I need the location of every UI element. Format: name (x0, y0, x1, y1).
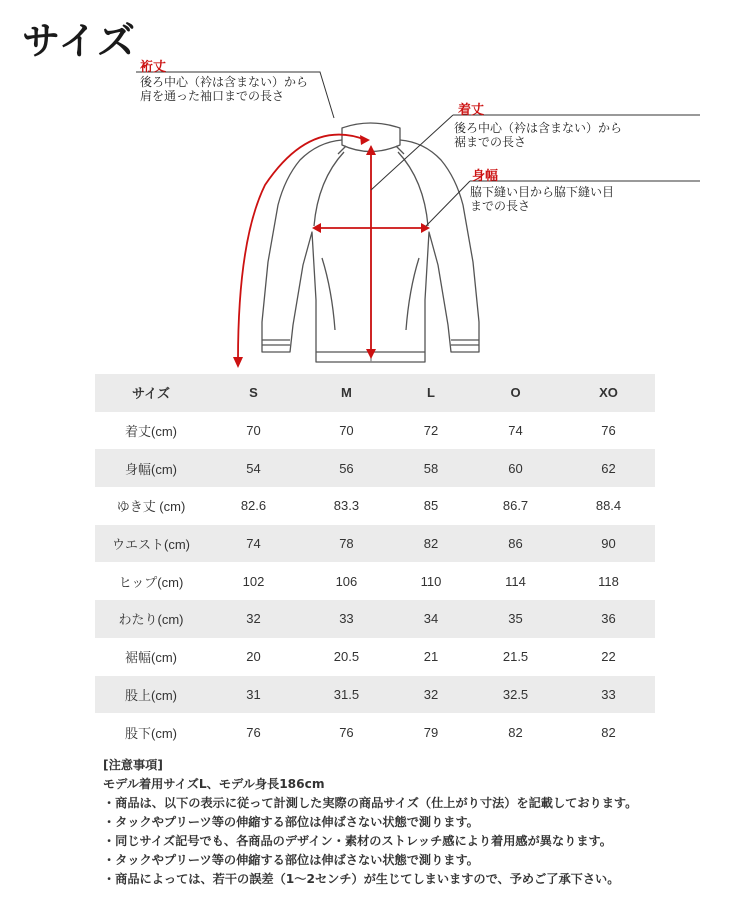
width-label: 身幅 (472, 169, 499, 184)
table-cell: 106 (335, 573, 358, 589)
table-cell: 76 (601, 423, 616, 439)
row-label-cell: 身幅(cm) (125, 461, 177, 477)
table-cell: 82 (423, 536, 439, 552)
row-label-cell: わたり(cm) (118, 612, 184, 628)
note-line: ・商品によっては、若干の誤差（1〜2センチ）が生じてしまいますので、予めご了承下さい。 (103, 872, 620, 886)
note-line: ・タックやプリーツ等の伸縮する部位は伸ばさない状態で測ります。 (103, 815, 479, 829)
table-cell: 110 (420, 573, 442, 589)
table-cell: 56 (339, 460, 354, 476)
table-cell: 76 (339, 724, 354, 740)
table-cell: 70 (246, 423, 261, 439)
table-cell: 31 (246, 686, 261, 702)
header-cell: サイズ (132, 386, 170, 402)
table-row (95, 562, 655, 600)
table-cell: 86.7 (502, 498, 529, 514)
table-cell: 34 (423, 611, 439, 627)
table-cell: 83.3 (333, 498, 360, 514)
table-cell: 72 (423, 423, 439, 439)
table-cell: 102 (242, 573, 265, 589)
table-cell: 62 (601, 460, 616, 476)
table-cell: 21.5 (502, 649, 529, 665)
jacket-illustration (0, 0, 750, 380)
table-cell: 33 (339, 611, 354, 627)
table-cell: 74 (508, 423, 523, 439)
table-cell: 82.6 (240, 498, 267, 514)
row-label-cell: 着丈(cm) (125, 424, 177, 440)
table-cell: 35 (508, 611, 523, 627)
table-header-row (95, 374, 655, 412)
row-label-cell: 股下(cm) (125, 725, 177, 741)
table-cell: 20.5 (333, 649, 360, 665)
length-desc-line: 後ろ中心（衿は含まない）から (454, 121, 623, 135)
row-label-cell: ゆき丈 (cm) (116, 499, 186, 515)
table-cell: 58 (423, 460, 439, 476)
table-cell: 79 (423, 724, 439, 740)
table-cell: 60 (508, 460, 523, 476)
width-desc (470, 185, 614, 213)
table-row (95, 713, 655, 751)
table-cell: 32 (246, 611, 261, 627)
notes-section (103, 756, 637, 889)
table-cell: 54 (246, 460, 261, 476)
table-cell: 76 (246, 724, 261, 740)
table-cell: 31.5 (333, 686, 360, 702)
page-title: サイズ (22, 19, 136, 63)
sleeve-label: 裄丈 (140, 60, 167, 75)
table-cell: 85 (423, 498, 439, 514)
table-cell: 70 (339, 423, 354, 439)
length-label: 着丈 (458, 103, 485, 118)
header-cell: M (341, 385, 352, 401)
table-row (95, 525, 655, 563)
table-cell: 90 (601, 536, 616, 552)
table-row (95, 600, 655, 638)
table-cell: 22 (601, 649, 616, 665)
table-cell: 78 (339, 536, 354, 552)
note-line: ・タックやプリーツ等の伸縮する部位は伸ばさない状態で測ります。 (103, 853, 479, 867)
header-cell: S (249, 385, 258, 401)
sleeve-desc-line: 後ろ中心（衿は含まない）から (140, 75, 309, 89)
header-cell: O (510, 385, 521, 401)
size-table (95, 374, 655, 751)
table-cell: 88.4 (595, 498, 622, 514)
table-cell: 32 (423, 686, 439, 702)
table-row (95, 487, 655, 525)
table-row (95, 412, 655, 450)
width-desc-line: までの長さ (470, 199, 531, 213)
table-row (95, 638, 655, 676)
header-cell: XO (599, 385, 618, 401)
length-desc (454, 121, 622, 149)
table-cell: 74 (246, 536, 261, 552)
table-row (95, 676, 655, 714)
sleeve-desc (140, 75, 308, 103)
note-line: ・同じサイズ記号でも、各商品のデザイン・素材のストレッチ感により着用感が異なります。 (103, 834, 612, 848)
note-line: モデル着用サイズL、モデル身長186cm (103, 777, 325, 791)
header-cell: L (427, 385, 435, 401)
width-desc-line: 脇下縫い目から脇下縫い目 (470, 185, 615, 199)
row-label-cell: 裾幅(cm) (125, 650, 177, 666)
row-label-cell: 股上(cm) (125, 687, 177, 703)
measurement-diagram (0, 0, 750, 380)
notes-heading: [注意事項] (103, 758, 163, 772)
table-cell: 36 (601, 611, 616, 627)
note-line: ・商品は、以下の表示に従って計測した実際の商品サイズ（仕上がり寸法）を記載しております。 (103, 796, 638, 810)
table-cell: 82 (601, 724, 616, 740)
table-cell: 33 (601, 686, 616, 702)
length-desc-line: 裾までの長さ (454, 135, 527, 149)
table-cell: 114 (505, 573, 526, 589)
table-cell: 118 (598, 573, 619, 589)
row-label-cell: ウエスト(cm) (112, 537, 190, 553)
table-cell: 21 (423, 649, 439, 665)
sleeve-desc-line: 肩を通った袖口までの長さ (140, 89, 285, 103)
table-cell: 86 (508, 536, 523, 552)
table-cell: 20 (246, 649, 261, 665)
table-row (95, 449, 655, 487)
row-label-cell: ヒップ(cm) (118, 574, 184, 590)
table-cell: 82 (508, 724, 523, 740)
table-cell: 32.5 (502, 686, 529, 702)
